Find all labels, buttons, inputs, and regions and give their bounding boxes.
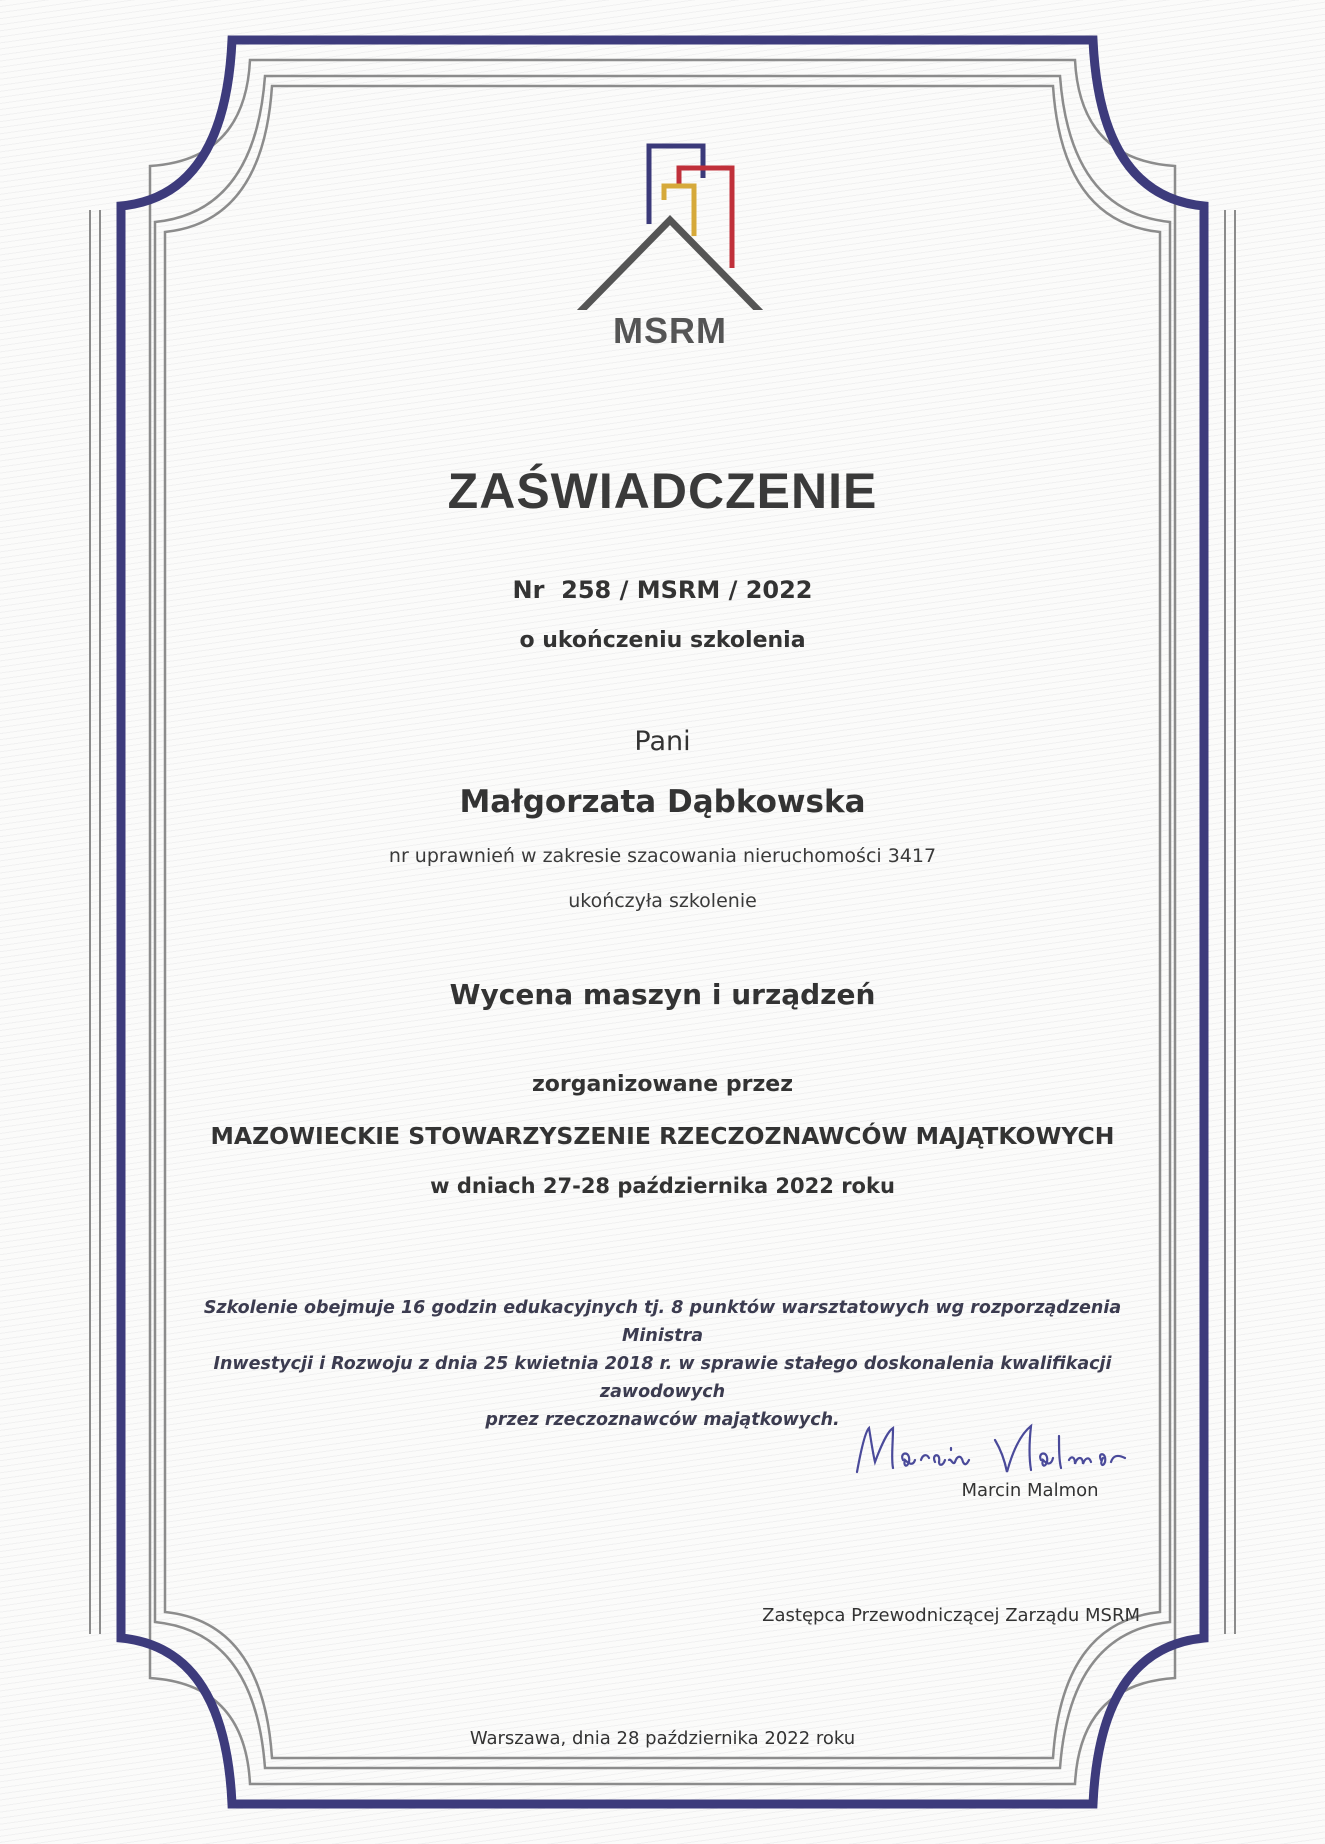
- organizer-name: MAZOWIECKIE STOWARZYSZENIE RZECZOZNAWCÓW MAJĄTKOWYCH: [210, 1122, 1115, 1150]
- note-line: Szkolenie obejmuje 16 godzin edukacyjnych tj. 8 punktów warsztatowych wg rozporządzenia Ministra: [203, 1298, 1122, 1346]
- certificate-title: ZAŚWIADCZENIE: [447, 463, 878, 519]
- certificate-number: Nr 258 / MSRM / 2022: [512, 576, 813, 604]
- logo-text: MSRM: [613, 310, 727, 351]
- course-title: Wycena maszyn i urządzeń: [449, 978, 876, 1011]
- course-dates: w dniach 27-28 października 2022 roku: [430, 1174, 895, 1198]
- signer-name: Marcin Malmon: [961, 1480, 1099, 1501]
- signature-icon: [845, 1410, 1145, 1490]
- signer-role: Zastępca Przewodniczącej Zarządu MSRM: [762, 1605, 1140, 1626]
- certificate-subtitle: o ukończeniu szkolenia: [519, 628, 806, 653]
- recipient-name: Małgorzata Dąbkowska: [459, 784, 866, 820]
- logo-mark-icon: [560, 140, 780, 310]
- salutation: Pani: [634, 726, 691, 757]
- note-line: Inwestycji i Rozwoju z dnia 25 kwietnia 2018 r. w sprawie stałego doskonalenia kwalifikacji zawodowych: [213, 1354, 1112, 1402]
- organized-by-label: zorganizowane przez: [531, 1072, 794, 1097]
- license-line: nr uprawnień w zakresie szacowania nieruchomości 3417: [388, 845, 937, 867]
- note-line: przez rzeczoznawców majątkowych.: [485, 1410, 840, 1430]
- place-date: Warszawa, dnia 28 października 2022 roku: [469, 1728, 856, 1749]
- completed-line: ukończyła szkolenie: [568, 890, 757, 912]
- msrm-logo: [560, 140, 780, 360]
